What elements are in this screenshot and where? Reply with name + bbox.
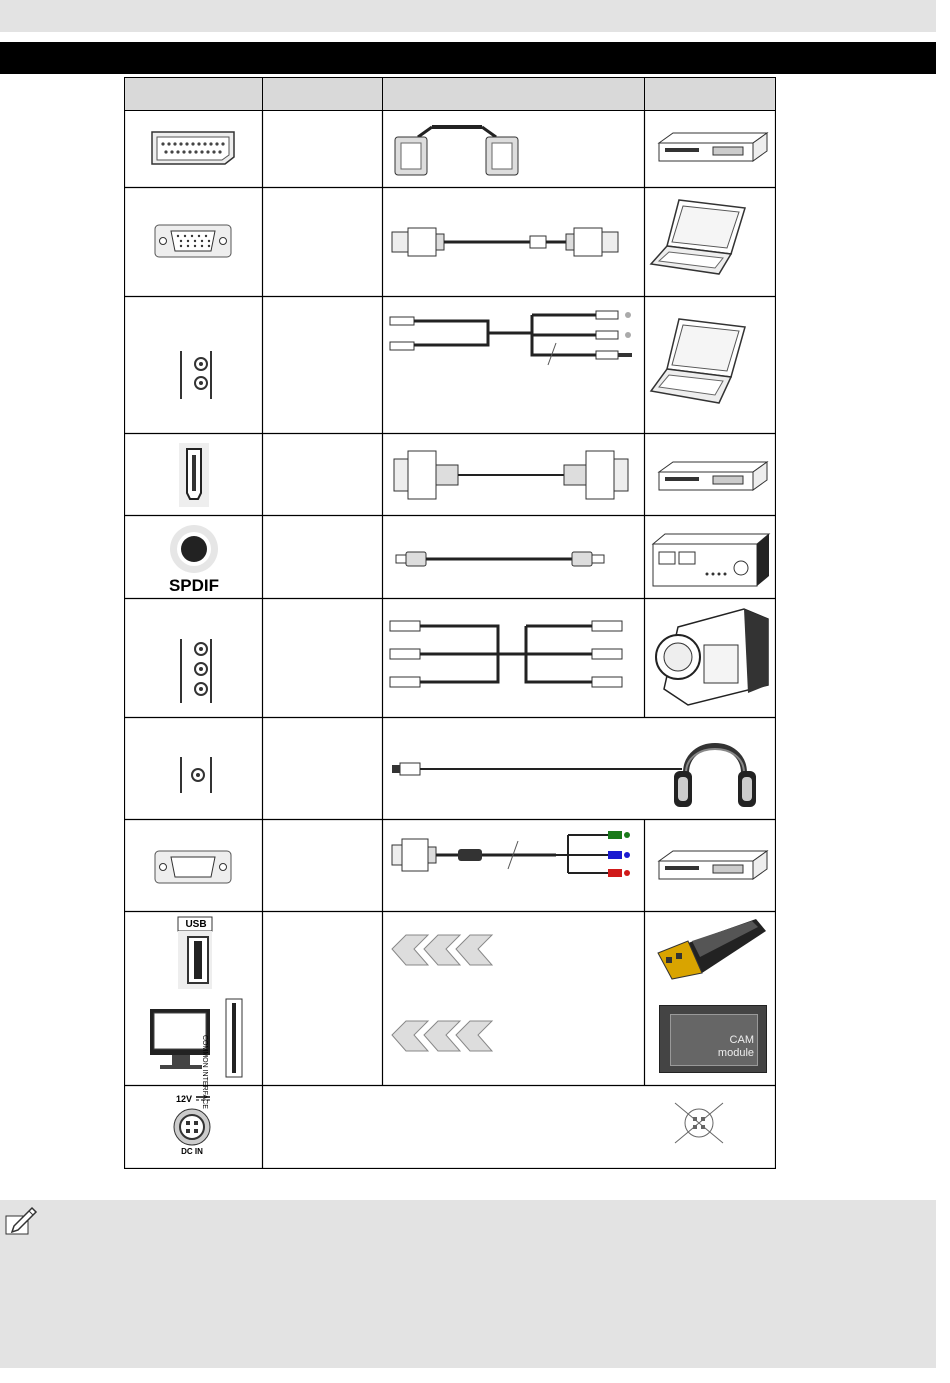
usb-label: USB [185, 919, 207, 930]
ypbpr-cable-icon [390, 827, 642, 883]
usb-arrows-icon [390, 933, 500, 967]
spdif-label: SPDIF [168, 576, 220, 595]
dvd-player-icon-3 [657, 849, 769, 883]
usb-flash-drive-icon [652, 917, 770, 981]
vga-socket-icon-2 [153, 847, 233, 887]
vga-cable-icon [390, 222, 620, 262]
laptop-icon [649, 198, 749, 276]
dc-symbol-icon [196, 1096, 210, 1102]
spdif-socket-icon [168, 523, 220, 575]
dvd-player-icon [657, 131, 769, 165]
scart-cable-icon [390, 121, 530, 181]
laptop-icon-2 [649, 317, 749, 407]
dc-voltage-label: 12V [176, 1094, 193, 1104]
dc-in-label: DC IN [181, 1147, 203, 1156]
headphone-socket-icon [174, 755, 218, 795]
pencil-note-icon [4, 1204, 38, 1238]
section-title-bar [0, 42, 936, 74]
headphone-cable-icon [390, 729, 774, 817]
audio-amplifier-icon [651, 532, 773, 588]
dvd-player-icon-2 [657, 460, 769, 494]
audio-in-socket-icon [174, 349, 218, 401]
note-box [0, 1200, 936, 1368]
dc-in-socket-icon [172, 1107, 212, 1147]
cam-module-line2: module [717, 1047, 754, 1059]
scart-socket-icon [149, 129, 237, 167]
coaxial-cable-icon [394, 547, 624, 571]
audio-cable-icon [386, 303, 642, 375]
connection-table [124, 77, 776, 1169]
common-interface-label: COMMON INTERFACE [201, 1035, 208, 1109]
av-cable-icon [386, 613, 642, 693]
side-av-socket-icon [174, 637, 218, 705]
cam-module-card [659, 1005, 767, 1073]
hdmi-socket-icon [177, 441, 211, 509]
hdmi-cable-icon [390, 447, 630, 503]
camcorder-icon [648, 605, 772, 707]
top-header-bar [0, 0, 936, 32]
cam-module-line1: CAM [729, 1034, 754, 1046]
dc-plug-crossed-icon [669, 1099, 729, 1147]
vga-socket-icon [153, 221, 233, 261]
ci-arrows-icon [390, 1019, 500, 1053]
